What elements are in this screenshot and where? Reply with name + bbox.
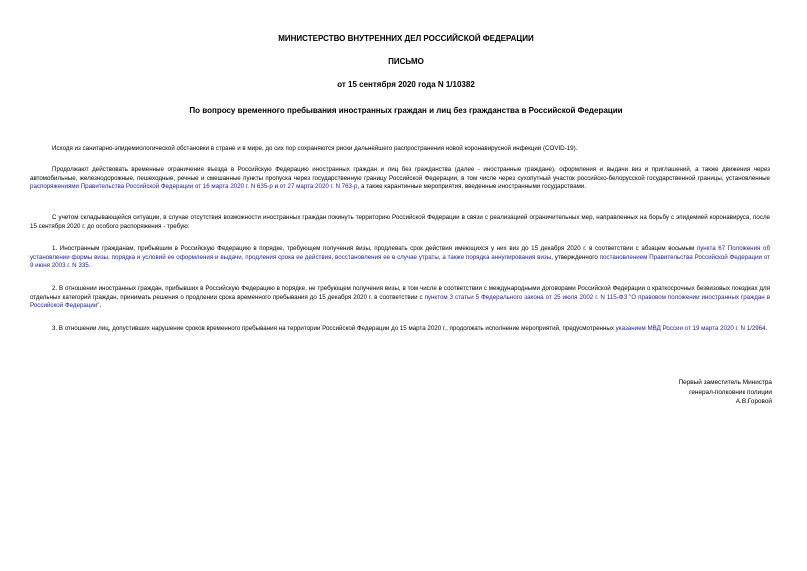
ministry-title: МИНИСТЕРСТВО ВНУТРЕННИХ ДЕЛ РОССИЙСКОЙ ФЕДЕРАЦИИ [278,34,534,43]
paragraph-text: 2. В отношении иностранных граждан, прибывших в Российскую Федерацию в порядке, не требующем получения визы, в том числе в соответствии с международными договорами Российской Федерации о краткосрочных безвизовых поездках для отдельных категорий граждан, принимать решения о продлении срока временного пребывания до 15 декабря 2020 г. в соответствии с [30,285,770,301]
link-order-635[interactable]: распоряжениями Правительства Российской Федерации от 16 марта 2020 г. N 635-р [30,183,273,191]
signature-position: Первый заместитель Министра [678,379,772,386]
paragraph-item-3 [30,325,770,334]
signature-block [679,378,772,407]
subject-title: По вопросу временного пребывания иностранных граждан и лиц без гражданства в Российской Федерации [189,106,623,115]
link-mvd-instruction[interactable]: указанием МВД России от 19 марта 2020 г. N 1/2964 [615,325,766,332]
signature-name: А.В.Горовой [735,398,772,406]
paragraph-text: , а также карантинные мероприятия, введенные иностранными государствами. [357,183,587,191]
paragraph-text: , утвержденного [551,253,600,261]
paragraph-text: и [272,183,280,191]
paragraph-text: . [88,262,91,270]
paragraph-restrictions [30,166,770,192]
date-number: от 15 сентября 2020 года N 1/10382 [337,80,475,89]
link-resolution-335[interactable]: постановлением Правительства Российской Федерации от 9 июня 2003 г. N 335 [30,253,770,270]
signature-rank: генерал-полковник полиции [689,388,772,396]
paragraph-intro: Исходя из санитарно-эпидемиологической обстановки в стране и в мире, до сих пор сохраняются риски дальнейшего распространения новой коронавирусной инфекции (COVID-19). [52,145,578,152]
paragraph-text: . [99,302,102,310]
paragraph-text: . [765,325,768,332]
paragraph-text: Продолжают действовать временные ограничения въезда в Российскую Федерацию иностранных граждан и лиц без гражданства (далее - иностранные граждане), оформления и выдачи виз и приглашений, а также движения через автомобильные, железнодорожные, пешеходные, речные и смешанные пункты пропуска через государственную границу Российской Федерации, в том числе через сухопутный участок российско-белорусской государственной границы, установленные [30,166,770,182]
link-order-763[interactable]: от 27 марта 2020 г. N 763-р [279,183,358,191]
paragraph-item-2 [30,285,770,311]
link-federal-law-115[interactable]: пунктом 3 статьи 5 Федерального закона от 25 июля 2002 г. N 115-ФЗ "О правовом положении иностранных граждан в Российской Федерации" [30,293,770,310]
paragraph-item-1 [30,245,770,271]
paragraph-text: 3. В отношении лиц, допустивших нарушение сроков временного пребывания на территории Российской Федерации до 15 марта 2020 г., продолжать исполнение мероприятий, предусмотренных [52,325,616,332]
paragraph-text: 1. Иностранным гражданам, прибывшим в Российскую Федерацию в порядке, требующем получения визы, продлевать срок действия имеющихся у них виз до 15 декабря 2020 г. в соответствии с абзацем восьмым [52,245,697,252]
document-type: ПИСЬМО [388,57,424,66]
link-visa-regulation[interactable]: пункта 67 Положения об установлении формы визы, порядка и условий ее оформления и выдачи, продления срока ее действия, восстановления ее в случае утраты, а также порядка аннулирования визы [30,245,770,261]
paragraph-situation: С учетом складывающейся ситуации, в случае отсутствия возможности иностранных граждан покинуть территорию Российской Федерации в связи с реализацией ограничительных мер, направленных на борьбу с эпидемией коронавируса, после 15 сентября 2020 г. до особого распоряжения - требую: [30,214,770,230]
